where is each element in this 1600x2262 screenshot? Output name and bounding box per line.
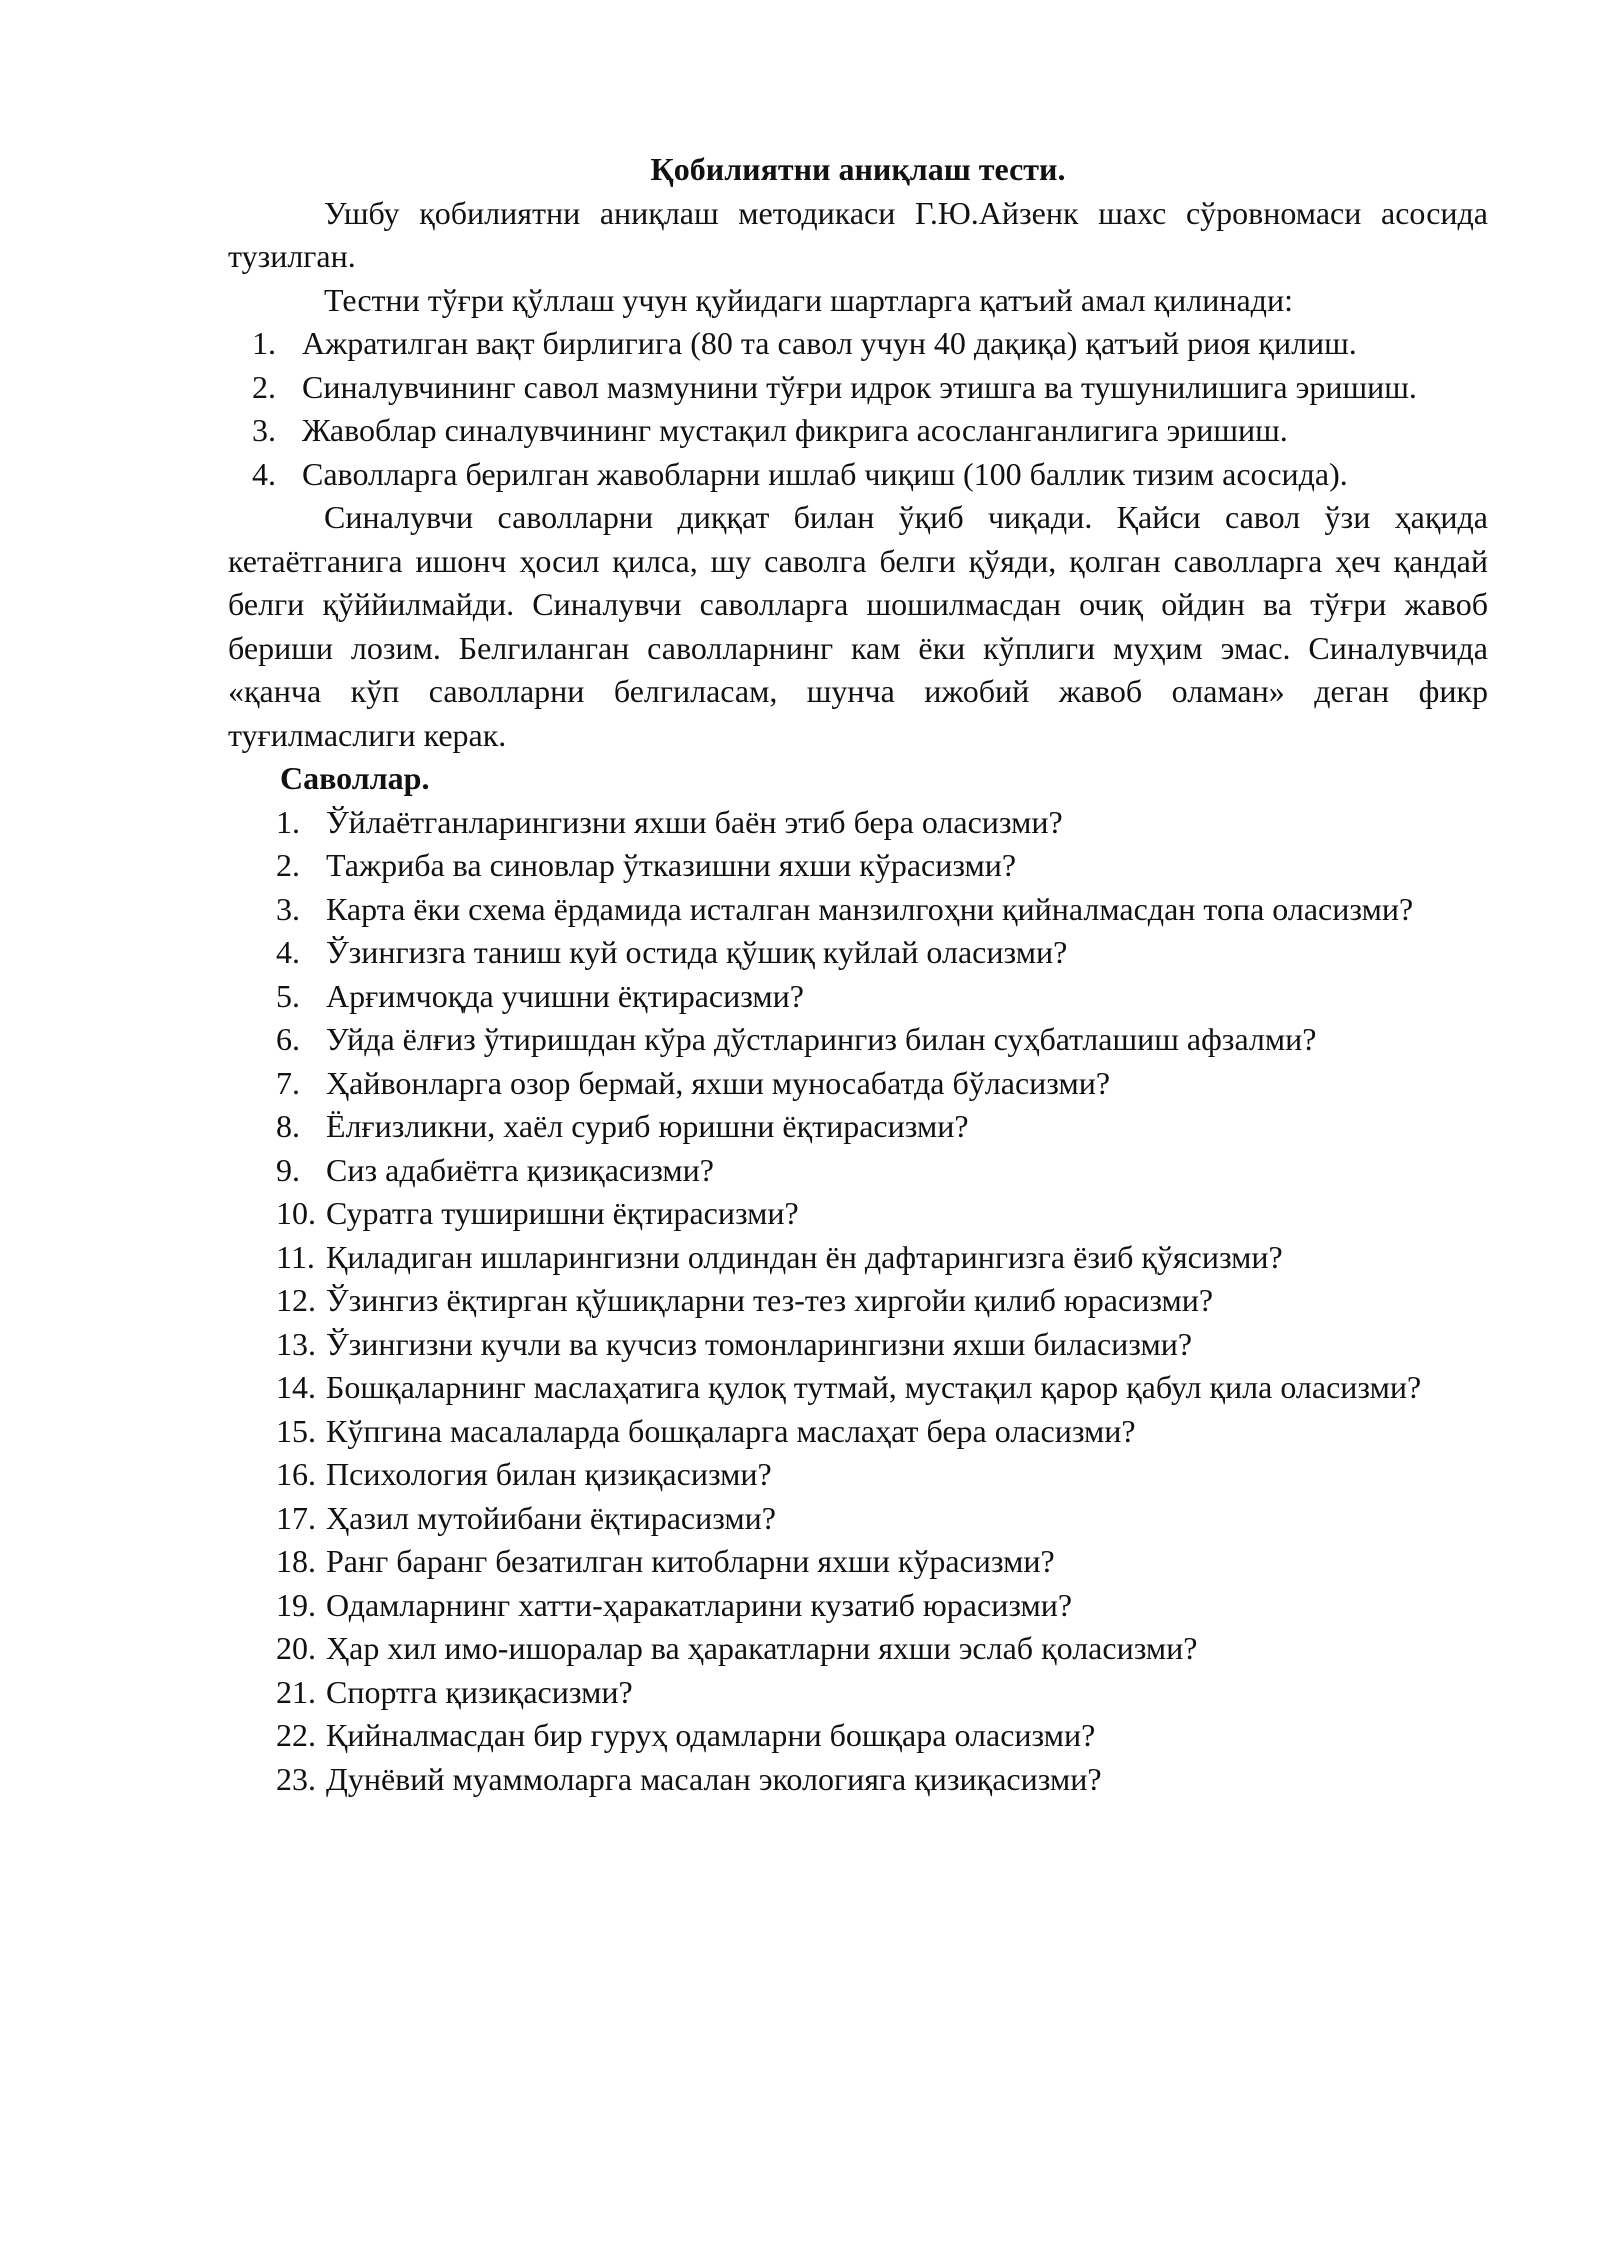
rules-list — [228, 322, 1488, 496]
question-item — [228, 1410, 1488, 1454]
question-item — [228, 844, 1488, 888]
intro-paragraph: Ушбу қобилиятни аниқлаш методикаси Г.Ю.Айзенк шахс сўровномаси асосида тузилган. — [228, 194, 1488, 274]
question-number: 7. — [276, 1064, 300, 1101]
question-item — [228, 1497, 1488, 1541]
question-text: Ҳайвонларга озор бермай, яхши муносабатда бўласизми? — [326, 1064, 1111, 1101]
question-item — [228, 1714, 1488, 1758]
question-number: 18. — [276, 1543, 316, 1579]
question-number: 3. — [276, 890, 300, 927]
question-item — [228, 1366, 1488, 1410]
question-number: 21. — [276, 1673, 316, 1710]
question-item — [228, 1627, 1488, 1671]
rule-item — [228, 366, 1488, 410]
question-number: 15. — [276, 1412, 316, 1449]
question-text: Психология билан қизиқасизми? — [326, 1456, 772, 1492]
rule-item — [228, 322, 1488, 366]
question-text: Тажриба ва синовлар ўтказишни яхши кўрасизми? — [326, 847, 1017, 883]
question-text: Ўзингизни кучли ва кучсиз томонларингизни яхши биласизми? — [326, 1325, 1193, 1362]
question-number: 16. — [276, 1456, 316, 1492]
question-number: 5. — [276, 977, 300, 1014]
question-text: Ўзингиз ёқтирган қўшиқларни тез-тез хиргойи қилиб юрасизми? — [326, 1282, 1214, 1318]
document-title: Қобилиятни аниқлаш тести. — [650, 151, 1066, 187]
questions-list — [228, 801, 1488, 1802]
question-number: 20. — [276, 1630, 316, 1666]
question-item — [228, 801, 1488, 845]
question-item — [228, 1584, 1488, 1628]
question-item — [228, 931, 1488, 975]
question-text: Кўпгина масалаларда бошқаларга маслаҳат бера оласизми? — [326, 1412, 1136, 1449]
rule-number: 1. — [252, 325, 276, 361]
question-number: 9. — [276, 1151, 300, 1188]
question-number: 12. — [276, 1282, 316, 1318]
question-number: 6. — [276, 1021, 300, 1057]
question-text: Суратга туширишни ёқтирасизми? — [326, 1195, 799, 1231]
rule-number: 4. — [252, 455, 276, 492]
question-number: 10. — [276, 1195, 316, 1231]
question-text: Ёлғизликни, хаёл суриб юришни ёқтирасизми? — [326, 1108, 969, 1144]
question-item — [228, 1453, 1488, 1497]
rule-text: Саволларга берилган жавобларни ишлаб чиқиш (100 баллик тизим асосида). — [302, 455, 1348, 492]
question-number: 8. — [276, 1108, 300, 1144]
question-item — [228, 1062, 1488, 1106]
question-item — [228, 1540, 1488, 1584]
question-item — [228, 1105, 1488, 1149]
rule-text: Синалувчининг савол мазмунини тўғри идрок этишга ва тушунилишига эришиш. — [302, 368, 1417, 405]
question-text: Спортга қизиқасизми? — [326, 1673, 633, 1710]
question-number: 2. — [276, 847, 300, 883]
rule-number: 3. — [252, 412, 276, 448]
question-item — [228, 1279, 1488, 1323]
question-item — [228, 975, 1488, 1019]
document-page — [228, 148, 1488, 1801]
question-item — [228, 1192, 1488, 1236]
question-text: Ранг баранг безатилган китобларни яхши кўрасизми? — [326, 1543, 1055, 1579]
rule-text: Жавоблар синалувчининг мустақил фикрига асосланганлигига эришиш. — [302, 412, 1288, 448]
instructions-paragraph: Синалувчи саволларни диққат билан ўқиб чиқади. Қайси савол ўзи ҳақида кетаётганига ишонч ҳосил қилса, шу саволга белги қўяди, қолган саволларга ҳеч қандай белги қўййилмайди. Синалувчи саволларга шошилмасдан очиқ ойдин ва тўғри жавоб бериши лозим. Белгиланган саволларнинг кам ёки кўплиги муҳим эмас. Синалувчида «қанча кўп саволларни белгиласам, шунча ижобий жавоб оламан» деган фикр туғилмаслиги керак. — [228, 499, 1488, 753]
question-number: 19. — [276, 1586, 316, 1623]
question-text: Уйда ёлғиз ўтиришдан кўра дўстларингиз билан суҳбатлашиш афзалми? — [326, 1021, 1317, 1057]
question-item — [228, 1671, 1488, 1715]
question-text: Қийналмасдан бир гуруҳ одамларни бошқара оласизми? — [326, 1717, 1096, 1753]
question-text: Ҳазил мутойибани ёқтирасизми? — [326, 1499, 776, 1536]
question-text: Сиз адабиётга қизиқасизми? — [326, 1151, 714, 1188]
question-item — [228, 888, 1488, 932]
question-text: Ҳар хил имо-ишоралар ва ҳаракатларни яхши эслаб қоласизми? — [326, 1630, 1198, 1666]
question-text: Ўйлаётганларингизни яхши баён этиб бера оласизми? — [326, 803, 1063, 840]
question-item — [228, 1018, 1488, 1062]
question-item — [228, 1758, 1488, 1802]
questions-heading: Саволлар. — [280, 760, 430, 796]
question-text: Арғимчоқда учишни ёқтирасизми? — [326, 977, 804, 1014]
question-number: 4. — [276, 934, 300, 970]
question-text: Дунёвий муаммоларга масалан экологияга қизиқасизми? — [326, 1760, 1102, 1797]
question-item — [228, 1236, 1488, 1280]
question-text: Одамларнинг хатти-ҳаракатларини кузатиб юрасизми? — [326, 1586, 1073, 1623]
question-number: 13. — [276, 1325, 316, 1362]
rule-number: 2. — [252, 368, 276, 405]
question-number: 1. — [276, 803, 300, 840]
question-number: 17. — [276, 1499, 316, 1536]
question-number: 11. — [276, 1238, 315, 1275]
question-number: 23. — [276, 1760, 316, 1797]
rule-text: Ажратилган вақт бирлигига (80 та савол учун 40 дақиқа) қатъий риоя қилиш. — [302, 325, 1357, 361]
rules-intro-paragraph: Тестни тўғри қўллаш учун қуйидаги шартларга қатъий амал қилинади: — [324, 281, 1293, 318]
question-text: Карта ёки схема ёрдамида исталган манзилгоҳни қийналмасдан топа оласизми? — [326, 890, 1414, 927]
question-item — [228, 1149, 1488, 1193]
rule-item — [228, 409, 1488, 453]
question-text: Бошқаларнинг маслаҳатига қулоқ тутмай, мустақил қарор қабул қила оласизми? — [326, 1369, 1422, 1405]
question-item — [228, 1323, 1488, 1367]
question-text: Ўзингизга таниш куй остида қўшиқ куйлай оласизми? — [326, 934, 1068, 970]
question-number: 22. — [276, 1717, 316, 1753]
question-number: 14. — [276, 1369, 316, 1405]
rule-item — [228, 453, 1488, 497]
question-text: Қиладиган ишларингизни олдиндан ён дафтарингизга ёзиб қўясизми? — [326, 1238, 1283, 1275]
